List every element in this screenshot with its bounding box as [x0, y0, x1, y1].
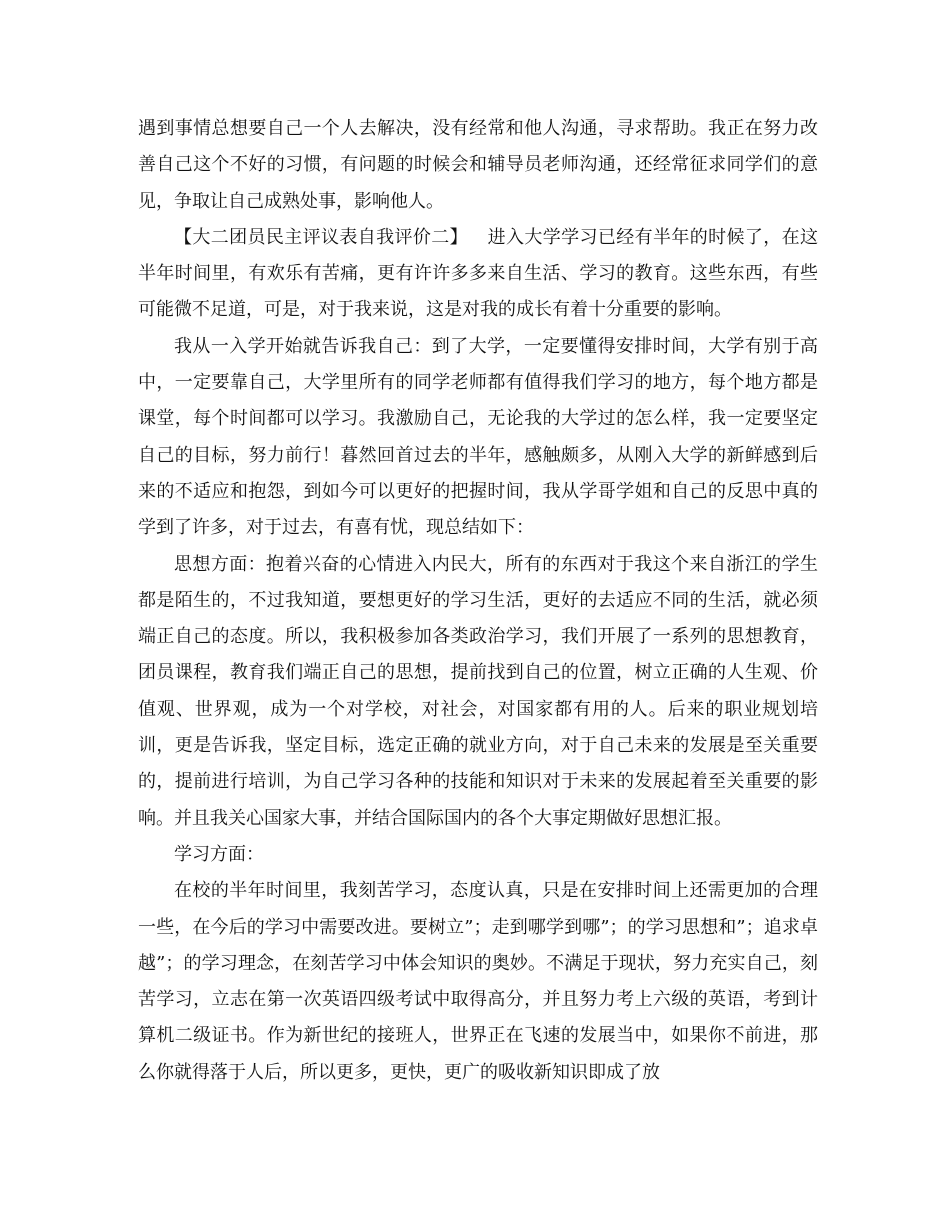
paragraph: 学习方面：	[174, 843, 264, 865]
paragraph: 我从一入学开始就告诉我自己：到了大学，一定要懂得安排时间，大学有别于高中，一定要靠自己，大学里所有的同学老师都有值得我们学习的地方，每个地方都是课堂，每个时间都可以学习。我激励自己，无论我的大学过的怎么样，我一定要坚定自己的目标，努力前行！暮然回首过去的半年，感触颇多，从刚入大学的新鲜感到后来的不适应和抱怨，到如今可以更好的把握时间，我从学哥学姐和自己的反思中真的学到了许多，对于过去，有喜有忧，现总结如下：	[138, 335, 818, 539]
document-body	[138, 111, 818, 1091]
paragraph: 思想方面：抱着兴奋的心情进入内民大，所有的东西对于我这个来自浙江的学生都是陌生的，不过我知道，要想更好的学习生活，更好的去适应不同的生活，就必须端正自己的态度。所以，我积极参加各类政治学习，我们开展了一系列的思想教育，团员课程，教育我们端正自己的思想，提前找到自己的位置，树立正确的人生观、价值观、世界观，成为一个对学校，对社会，对国家都有用的人。后来的职业规划培训，更是告诉我，坚定目标，选定正确的就业方向，对于自己未来的发展是至关重要的，提前进行培训，为自己学习各种的技能和知识对于未来的发展起着至关重要的影响。并且我关心国家大事，并结合国际国内的各个大事定期做好思想汇报。	[138, 553, 818, 829]
paragraph: 遇到事情总想要自己一个人去解决，没有经常和他人沟通，寻求帮助。我正在努力改善自己这个不好的习惯，有问题的时候会和辅导员老师沟通，还经常征求同学们的意见，争取让自己成熟处事，影响他人。	[138, 118, 818, 212]
paragraph: 【大二团员民主评议表自我评价二】 进入大学学习已经有半年的时候了，在这半年时间里，有欢乐有苦痛，更有许许多多来自生活、学习的教育。这些东西，有些可能微不足道，可是，对于我来说，这是对我的成长有着十分重要的影响。	[138, 226, 818, 321]
paragraph: 在校的半年时间里，我刻苦学习，态度认真，只是在安排时间上还需更加的合理一些，在今后的学习中需要改进。要树立”；走到哪学到哪”；的学习思想和”；追求卓越”；的学习理念，在刻苦学习中体会知识的奥妙。不满足于现状，努力充实自己，刻苦学习，立志在第一次英语四级考试中取得高分，并且努力考上六级的英语，考到计算机二级证书。作为新世纪的接班人，世界正在飞速的发展当中，如果你不前进，那么你就得落于人后，所以更多，更快，更广的吸收新知识即成了放	[138, 880, 818, 1083]
